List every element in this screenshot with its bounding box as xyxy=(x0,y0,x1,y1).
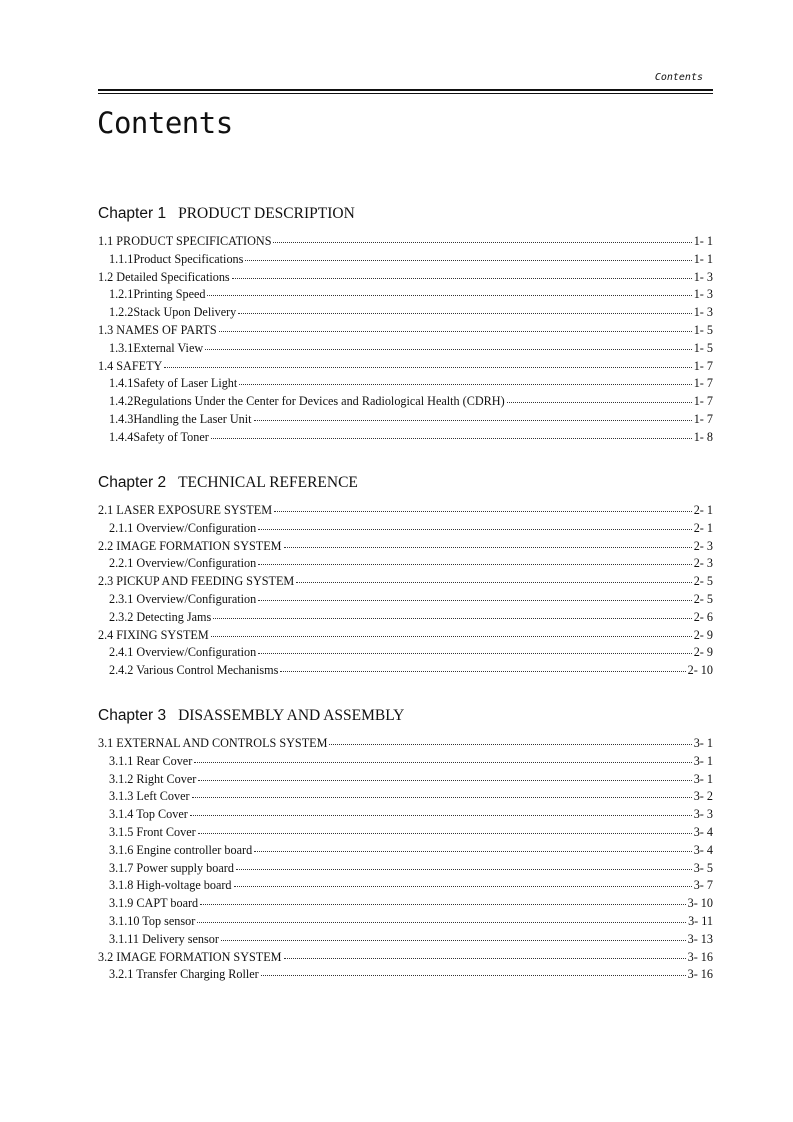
dot-leader xyxy=(194,752,691,763)
toc-entry-label: 2.4.1 Overview/Configuration xyxy=(109,645,257,660)
toc-entry-page: 1- 1 xyxy=(693,234,713,248)
toc-entry[interactable] xyxy=(98,393,713,410)
dot-leader xyxy=(211,428,692,439)
toc-entry-page: 3- 4 xyxy=(693,825,713,839)
toc-entry-label: 2.2 IMAGE FORMATION SYSTEM xyxy=(98,538,282,553)
toc-entry-page: 3- 16 xyxy=(687,949,713,964)
toc-entry-label: 3.1.10 Top sensor xyxy=(109,914,196,928)
toc-entry-page: 2- 6 xyxy=(693,609,713,624)
dot-leader xyxy=(239,374,691,385)
toc-entry-page: 2- 5 xyxy=(693,592,713,606)
toc-entry[interactable] xyxy=(98,502,713,519)
toc-entry[interactable] xyxy=(98,573,713,590)
toc-entry-page: 3- 3 xyxy=(693,807,713,822)
dot-leader xyxy=(507,392,692,403)
toc-entry[interactable] xyxy=(98,411,713,428)
dot-leader xyxy=(284,948,686,959)
toc-entry-label: 1.1.1Product Specifications xyxy=(109,251,244,266)
toc-entry-page: 1- 3 xyxy=(693,269,713,284)
chapter-heading xyxy=(98,205,713,223)
toc-entry[interactable] xyxy=(98,949,713,966)
toc-entry[interactable] xyxy=(98,860,713,877)
header-rule-thick xyxy=(98,89,713,91)
dot-leader xyxy=(238,303,691,314)
toc-entry-page: 3- 11 xyxy=(688,914,713,928)
dot-leader xyxy=(213,608,691,619)
toc-entry-label: 3.1.8 High-voltage board xyxy=(109,878,232,893)
chapter-number: Chapter 3 xyxy=(98,707,167,724)
toc-entry-page: 1- 7 xyxy=(693,376,713,391)
dot-leader xyxy=(198,823,692,834)
toc-entry-label: 2.4.2 Various Control Mechanisms xyxy=(109,663,279,678)
toc-entry-label: 2.1.1 Overview/Configuration xyxy=(109,520,257,535)
toc-entry[interactable] xyxy=(98,304,713,321)
toc-entry-page: 2- 9 xyxy=(693,627,713,642)
dot-leader xyxy=(274,501,692,512)
dot-leader xyxy=(254,841,692,852)
toc-entry[interactable] xyxy=(98,753,713,770)
toc-entry-label: 1.2.1Printing Speed xyxy=(109,287,206,302)
toc-entry-page: 3- 13 xyxy=(687,931,713,946)
toc-entry[interactable] xyxy=(98,286,713,303)
toc-entry-label: 3.1.4 Top Cover xyxy=(109,807,188,822)
toc-entry[interactable] xyxy=(98,429,713,446)
toc-entry[interactable] xyxy=(98,520,713,537)
dot-leader xyxy=(192,787,692,798)
toc-entry-page: 1- 8 xyxy=(693,429,713,444)
toc-entry[interactable] xyxy=(98,538,713,555)
dot-leader xyxy=(273,232,691,243)
toc-entry[interactable] xyxy=(98,591,713,608)
dot-leader xyxy=(280,661,685,672)
toc-entry-label: 3.1.5 Front Cover xyxy=(109,825,196,839)
toc-entry-page: 1- 3 xyxy=(693,305,713,320)
toc-entry-label: 1.4.4Safety of Toner xyxy=(109,429,209,444)
toc-entry[interactable] xyxy=(98,931,713,948)
dot-leader xyxy=(197,912,686,923)
toc-entry-label: 1.2 Detailed Specifications xyxy=(98,269,230,284)
dot-leader xyxy=(207,285,691,296)
toc-entry-label: 2.3.2 Detecting Jams xyxy=(109,609,212,624)
toc-entry-label: 1.4 SAFETY xyxy=(98,358,163,373)
toc-entry-page: 2- 9 xyxy=(693,645,713,660)
toc-entry-page: 3- 4 xyxy=(693,842,713,857)
toc-entry[interactable] xyxy=(98,913,713,930)
toc-entry-page: 2- 5 xyxy=(693,574,713,589)
toc-entry[interactable] xyxy=(98,806,713,823)
toc-entry[interactable] xyxy=(98,966,713,983)
toc-entry-label: 2.3 PICKUP AND FEEDING SYSTEM xyxy=(98,574,295,589)
dot-leader xyxy=(205,339,692,350)
dot-leader xyxy=(261,965,686,976)
toc-entry-page: 3- 10 xyxy=(687,896,713,911)
toc-entry-page: 3- 5 xyxy=(693,860,713,875)
toc-entry[interactable] xyxy=(98,644,713,661)
dot-leader xyxy=(164,357,691,368)
toc-entry[interactable] xyxy=(98,771,713,788)
running-header: Contents xyxy=(654,72,703,83)
toc-entry[interactable] xyxy=(98,895,713,912)
dot-leader xyxy=(254,410,692,421)
dot-leader xyxy=(211,626,692,637)
chapter-heading xyxy=(98,707,713,725)
toc-entry[interactable] xyxy=(98,555,713,572)
dot-leader xyxy=(232,268,692,279)
toc-entry-label: 3.1.6 Engine controller board xyxy=(109,842,253,857)
toc-entry-label: 2.2.1 Overview/Configuration xyxy=(109,556,257,571)
toc-entry-label: 2.4 FIXING SYSTEM xyxy=(98,627,209,642)
toc-entry-label: 3.1 EXTERNAL AND CONTROLS SYSTEM xyxy=(98,736,328,750)
toc-entry-label: 3.1.2 Right Cover xyxy=(109,771,197,786)
chapter-title: PRODUCT DESCRIPTION xyxy=(178,205,355,222)
toc-entry-page: 3- 2 xyxy=(693,789,713,804)
toc-entry-label: 1.1 PRODUCT SPECIFICATIONS xyxy=(98,234,272,248)
toc-entry-label: 3.1.3 Left Cover xyxy=(109,789,190,804)
dot-leader xyxy=(200,894,685,905)
header-rule-thin xyxy=(98,93,713,94)
toc-entry[interactable] xyxy=(98,627,713,644)
toc-entry-page: 3- 16 xyxy=(687,967,713,982)
dot-leader xyxy=(258,519,691,530)
toc-entry-page: 2- 10 xyxy=(687,663,713,678)
chapter-number: Chapter 2 xyxy=(98,474,167,491)
toc-entry-page: 1- 5 xyxy=(693,323,713,337)
toc-entry-page: 1- 7 xyxy=(693,412,713,426)
toc-entry-page: 2- 1 xyxy=(693,503,713,517)
toc-entry-label: 3.1.7 Power supply board xyxy=(109,860,234,875)
dot-leader xyxy=(258,590,691,601)
toc-entry-label: 2.1 LASER EXPOSURE SYSTEM xyxy=(98,503,273,517)
toc-entry-label: 3.1.1 Rear Cover xyxy=(109,753,193,768)
toc-entry-page: 1- 7 xyxy=(693,358,713,373)
toc-entry-label: 3.2 IMAGE FORMATION SYSTEM xyxy=(98,949,282,964)
toc-entry-page: 1- 3 xyxy=(693,287,713,302)
dot-leader xyxy=(284,537,692,548)
toc-entry[interactable] xyxy=(98,735,713,752)
toc-entry-page: 1- 5 xyxy=(693,340,713,355)
chapter-number: Chapter 1 xyxy=(98,205,167,222)
toc-entry-label: 1.4.2Regulations Under the Center for Devices and Radiological Health (CDRH) xyxy=(109,394,505,409)
dot-leader xyxy=(258,643,691,654)
toc-entry-page: 2- 1 xyxy=(693,520,713,535)
toc-entry[interactable] xyxy=(98,340,713,357)
toc-entry[interactable] xyxy=(98,824,713,841)
page-title: Contents xyxy=(97,106,233,140)
toc-entry[interactable] xyxy=(98,358,713,375)
toc-entry-page: 2- 3 xyxy=(693,538,713,553)
toc-entry[interactable] xyxy=(98,322,713,339)
dot-leader xyxy=(236,859,692,870)
toc-entry-page: 3- 7 xyxy=(693,878,713,893)
toc-entry-label: 1.2.2Stack Upon Delivery xyxy=(109,305,237,320)
toc-entry-page: 3- 1 xyxy=(693,736,713,750)
toc-entry-page: 3- 1 xyxy=(693,753,713,768)
toc-entry-label: 3.1.11 Delivery sensor xyxy=(109,931,219,946)
chapter-title: DISASSEMBLY AND ASSEMBLY xyxy=(178,707,405,724)
toc-entry-label: 1.3.1External View xyxy=(109,340,204,355)
dot-leader xyxy=(221,930,686,941)
toc-entry-label: 1.4.1Safety of Laser Light xyxy=(109,376,238,391)
toc-entry-page: 1- 7 xyxy=(693,394,713,409)
toc-entry[interactable] xyxy=(98,788,713,805)
toc-entry-label: 3.2.1 Transfer Charging Roller xyxy=(109,967,259,982)
toc-entry[interactable] xyxy=(98,609,713,626)
dot-leader xyxy=(245,250,691,261)
toc-entry[interactable] xyxy=(98,233,713,250)
dot-leader xyxy=(198,770,691,781)
dot-leader xyxy=(219,321,692,332)
dot-leader xyxy=(329,734,691,745)
toc-entry-page: 3- 1 xyxy=(693,771,713,786)
dot-leader xyxy=(258,554,691,565)
toc-entry[interactable] xyxy=(98,375,713,392)
toc-entry[interactable] xyxy=(98,877,713,894)
toc-entry[interactable] xyxy=(98,662,713,679)
chapter-heading xyxy=(98,474,713,492)
chapter-title: TECHNICAL REFERENCE xyxy=(178,474,358,491)
toc-entry[interactable] xyxy=(98,269,713,286)
dot-leader xyxy=(296,572,691,583)
toc-entry-page: 1- 1 xyxy=(693,251,713,266)
dot-leader xyxy=(190,805,692,816)
toc-entry[interactable] xyxy=(98,251,713,268)
toc-entry-label: 1.4.3Handling the Laser Unit xyxy=(109,412,252,426)
toc-entry-label: 3.1.9 CAPT board xyxy=(109,896,199,911)
toc-entry-label: 2.3.1 Overview/Configuration xyxy=(109,592,257,606)
toc-entry-label: 1.3 NAMES OF PARTS xyxy=(98,323,217,337)
dot-leader xyxy=(234,876,692,887)
toc-entry-page: 2- 3 xyxy=(693,556,713,571)
toc-entry[interactable] xyxy=(98,842,713,859)
